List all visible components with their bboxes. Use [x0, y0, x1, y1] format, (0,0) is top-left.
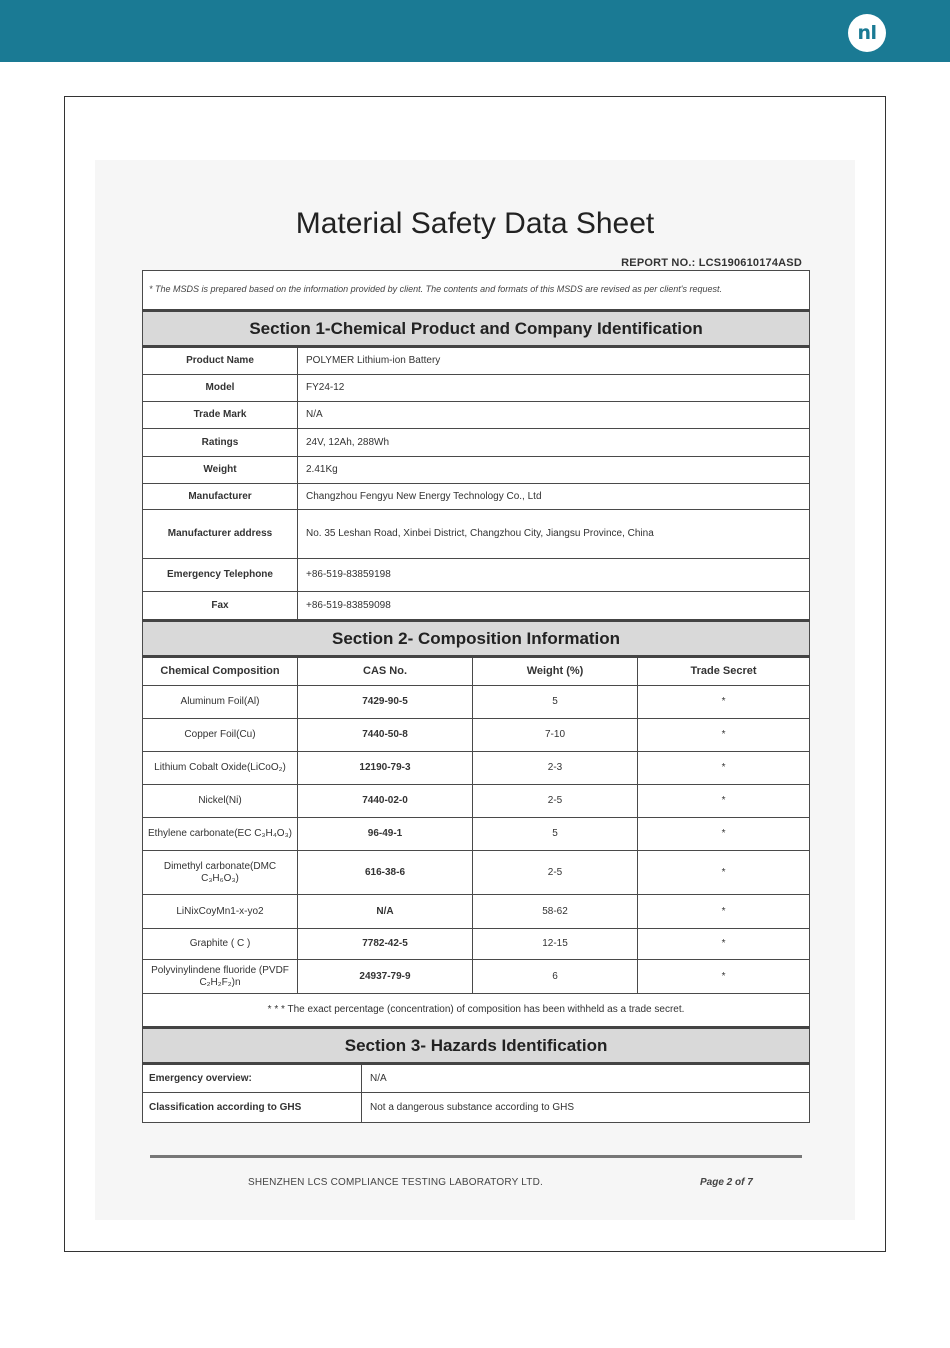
section3-title: Section 3- Hazards Identification [143, 1028, 810, 1064]
s1-value: 2.41Kg [298, 457, 810, 484]
s3-row [143, 1093, 810, 1123]
composition-secret: * [638, 686, 810, 719]
s1-label: Manufacturer address [143, 510, 298, 559]
s3-value: N/A [362, 1064, 810, 1093]
composition-weight: 2-5 [473, 851, 638, 895]
document-title: Material Safety Data Sheet [295, 207, 655, 240]
s1-value: 24V, 12Ah, 288Wh [298, 429, 810, 457]
s1-label: Ratings [143, 429, 298, 457]
composition-cas: 96-49-1 [298, 818, 473, 851]
s1-row [143, 402, 810, 429]
composition-secret: * [638, 960, 810, 994]
footer-page-number: Page 2 of 7 [700, 1177, 753, 1188]
composition-name: LiNixCoyMn1-x-yo2 [143, 895, 298, 929]
composition-name: Graphite ( C ) [143, 929, 298, 960]
section1-title: Section 1-Chemical Product and Company Identification [143, 311, 810, 347]
s2-header-row [143, 657, 810, 686]
composition-cas: 7440-02-0 [298, 785, 473, 818]
composition-row [143, 719, 810, 752]
composition-cas: N/A [298, 895, 473, 929]
s1-label: Emergency Telephone [143, 559, 298, 592]
footer-divider [150, 1155, 802, 1158]
s1-value: N/A [298, 402, 810, 429]
composition-cas: 7440-50-8 [298, 719, 473, 752]
s1-row [143, 510, 810, 559]
composition-weight: 5 [473, 686, 638, 719]
s1-label: Product Name [143, 347, 298, 375]
col-header-trade-secret: Trade Secret [638, 657, 810, 686]
s1-label: Manufacturer [143, 484, 298, 510]
composition-row [143, 895, 810, 929]
composition-cas: 12190-79-3 [298, 752, 473, 785]
s3-row [143, 1064, 810, 1093]
composition-cas: 616-38-6 [298, 851, 473, 895]
section2-title: Section 2- Composition Information [143, 621, 810, 657]
trade-secret-footnote: * * * The exact percentage (concentration) of composition has been withheld as a trade secret. [143, 994, 810, 1028]
s1-value: No. 35 Leshan Road, Xinbei District, Changzhou City, Jiangsu Province, China [298, 510, 810, 559]
s1-row [143, 457, 810, 484]
composition-row [143, 960, 810, 994]
composition-secret: * [638, 818, 810, 851]
composition-weight: 12-15 [473, 929, 638, 960]
composition-secret: * [638, 895, 810, 929]
composition-weight: 5 [473, 818, 638, 851]
composition-secret: * [638, 785, 810, 818]
composition-weight: 7-10 [473, 719, 638, 752]
s1-row [143, 375, 810, 402]
s3-value: Not a dangerous substance according to GHS [362, 1093, 810, 1123]
composition-secret: * [638, 929, 810, 960]
s1-row [143, 429, 810, 457]
footer-lab-name: SHENZHEN LCS COMPLIANCE TESTING LABORATORY LTD. [248, 1177, 544, 1188]
composition-name: Copper Foil(Cu) [143, 719, 298, 752]
s1-row [143, 592, 810, 621]
composition-secret: * [638, 752, 810, 785]
s1-row [143, 347, 810, 375]
msds-table [142, 270, 810, 1123]
col-header-cas: CAS No. [298, 657, 473, 686]
composition-weight: 58-62 [473, 895, 638, 929]
composition-row [143, 686, 810, 719]
composition-row [143, 752, 810, 785]
composition-cas: 7782-42-5 [298, 929, 473, 960]
composition-weight: 2-3 [473, 752, 638, 785]
composition-cas: 24937-79-9 [298, 960, 473, 994]
language-badge[interactable]: nl [848, 14, 886, 52]
s1-row [143, 559, 810, 592]
composition-weight: 6 [473, 960, 638, 994]
report-number: REPORT NO.: LCS190610174ASD [621, 257, 802, 269]
s1-label: Model [143, 375, 298, 402]
s1-value: +86-519-83859098 [298, 592, 810, 621]
composition-row [143, 785, 810, 818]
composition-name: Polyvinylindene fluoride (PVDF C₂H₂F₂)n [143, 960, 298, 994]
s1-value: POLYMER Lithium-ion Battery [298, 347, 810, 375]
composition-row [143, 851, 810, 895]
composition-name: Ethylene carbonate(EC C₃H₄O₃) [143, 818, 298, 851]
composition-weight: 2-5 [473, 785, 638, 818]
s1-value: Changzhou Fengyu New Energy Technology Co., Ltd [298, 484, 810, 510]
composition-secret: * [638, 851, 810, 895]
col-header-weight: Weight (%) [473, 657, 638, 686]
composition-row [143, 818, 810, 851]
composition-cas: 7429-90-5 [298, 686, 473, 719]
composition-row [143, 929, 810, 960]
s1-label: Weight [143, 457, 298, 484]
composition-secret: * [638, 719, 810, 752]
composition-name: Aluminum Foil(Al) [143, 686, 298, 719]
s1-value: FY24-12 [298, 375, 810, 402]
composition-name: Dimethyl carbonate(DMC C₃H₆O₃) [143, 851, 298, 895]
s3-label: Classification according to GHS [143, 1093, 362, 1123]
s1-label: Trade Mark [143, 402, 298, 429]
col-header-composition: Chemical Composition [143, 657, 298, 686]
composition-name: Lithium Cobalt Oxide(LiCoO₂) [143, 752, 298, 785]
s1-label: Fax [143, 592, 298, 621]
composition-name: Nickel(Ni) [143, 785, 298, 818]
s1-row [143, 484, 810, 510]
msds-note: * The MSDS is prepared based on the information provided by client. The contents and formats of this MSDS are revised as per client's request. [143, 271, 810, 311]
s3-label: Emergency overview: [143, 1064, 362, 1093]
s1-value: +86-519-83859198 [298, 559, 810, 592]
top-banner [0, 0, 950, 62]
